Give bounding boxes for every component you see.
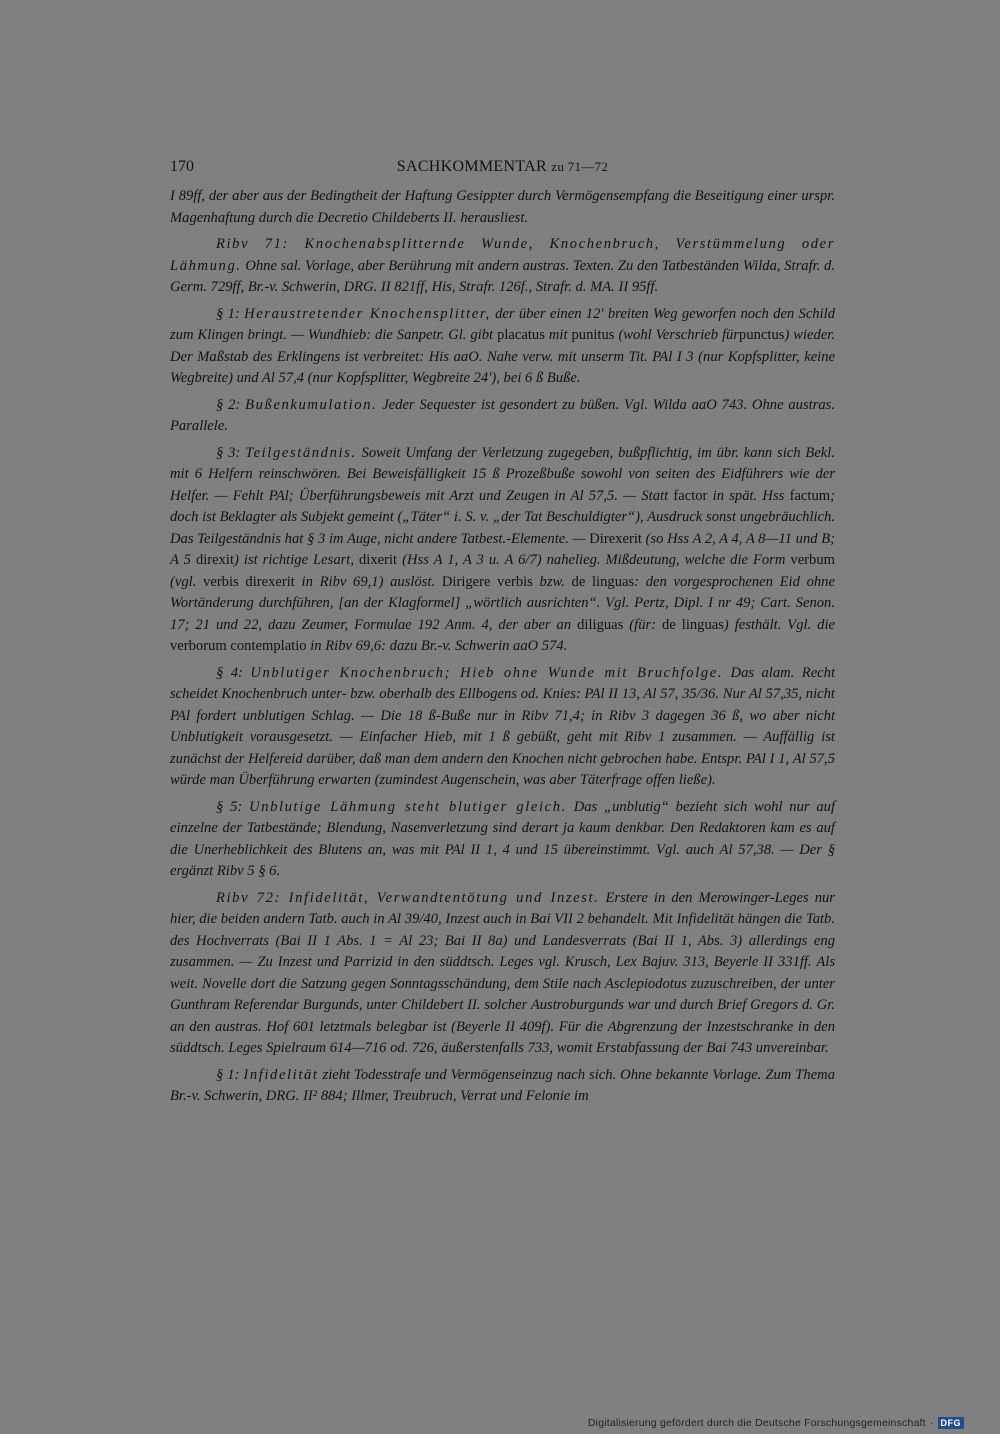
running-title-main: SACHKOMMENTAR <box>396 158 547 175</box>
paragraph-text: Ohne sal. Vorlage, aber Berührung mit andern austras. Texten. Zu den Tatbeständen Wilda, Strafr. d. Germ. 729ff, Br.-v. Schwerin, DRG. II 821ff, His, Strafr. 126f., Strafr. d. MA. II 95ff. <box>170 257 835 295</box>
latin-term: diliguas <box>577 616 624 633</box>
page-number: 170 <box>170 158 194 175</box>
paragraph-text: bzw. <box>539 573 565 590</box>
latin-term: Dirigere verbis <box>441 573 533 590</box>
paragraph-text: Das alam. Recht scheidet Knochenbruch unter- bzw. oberhalb des Ellbogens od. Knies: PAl II 13, Al 57, 35/36. Nur Al 57,35, nicht PAl fordert unblutigen Schlag. — Die 18 ß-Buße nur in Ribv 71,4; in Ribv 3 dagegen 36 ß, wo aber nicht Unblutigkeit vorausgesetzt. — Einfacher Hieb, mit 1 ß gebüßt, geht mit Ribv 1 zusammen. — Auffällig ist zunächst der Helfereid darüber, daß man dem andern den Knochen nicht gebrochen habe. Entspr. PAl I 1, Al 57,5 würde man Überführung erwarten (zumindest Augenschein, was aber Täterfrage offen ließe). <box>170 664 835 788</box>
paragraph-text: (Hss A 1, A 3 u. A 6/7) nahelieg. Mißdeutung, welche die Form <box>402 552 786 568</box>
section-heading: Heraustretender Knochensplitter, <box>244 305 491 322</box>
latin-term: verbum <box>790 552 835 568</box>
latin-term: factum <box>789 487 831 504</box>
paragraph-text: (wohl Verschrieb für <box>618 327 740 343</box>
paragraph-text: Jeder Sequester ist gesondert zu büßen. Vgl. Wilda aaO 743. Ohne austras. Parallele. <box>170 396 836 434</box>
latin-term: Direxerit <box>589 530 642 547</box>
latin-term: punctus <box>739 327 785 343</box>
section-label: § 5: <box>216 798 243 815</box>
paragraph-text: der über einen 12′ breiten Weg geworfen noch den Schild zum Klingen bringt. — Wundhieb: die Sanpetr. Gl. gibt <box>170 305 836 343</box>
paragraph-text: ) ist richtige Lesart, <box>234 552 354 568</box>
page-header <box>170 158 835 180</box>
latin-term: punitus <box>571 327 615 343</box>
paragraph-text: in spät. Hss <box>712 487 785 504</box>
latin-term: factor <box>673 487 708 504</box>
paragraph-text: Erstere in den Merowinger-Leges nur hier, die beiden andern Tatb. auch in Al 39/40, Inzest auch in Bai VII 2 behandelt. Mit Infidelität hängen die Tatb. des Hochverrats (Bai II 1 Abs. 1 = Al 23; Bai II 8a) und Landesverrats (Bai II 1, Abs. 3) allerdings eng zusammen. — Zu Inzest und Parrizid in den süddtsch. Leges vgl. Krusch, Lex Bajuv. 313, Beyerle II 331ff. Als weit. Novelle dort die Satzung gegen Sonntagsschändung, dem Stile nach Asclepiodotus zuzuschreiben, der unter Gunthram Referendar Burgunds, unter Childebert II. solcher Austroburgunds war und durch Brief Gregors d. Gr. an den austras. Hof 601 letztmals belegbar ist (Beyerle II 409f). Für die Abgrenzung der Inzestschranke in den süddtsch. Leges Spielraum 614—716 od. 726, äußerstenfalls 733, womit Erstabfassung der Bai 743 unvereinbar. <box>170 889 835 1056</box>
paragraph-text: (so Hss A 2, A 4, A 8—11 und B; A 5 <box>170 530 835 568</box>
running-title <box>170 158 835 176</box>
running-title-small: zu 71—72 <box>551 159 609 174</box>
section-heading: Bußenkumulation. <box>245 396 378 413</box>
latin-term: verbis direxerit <box>203 573 295 590</box>
section-heading: Ribv 72: Infidelität, Verwandtentötung und Inzest. <box>216 889 600 906</box>
footer-text: Digitalisierung gefördert durch die Deutsche Forschungsgemeinschaft <box>587 1417 926 1429</box>
paragraph-ribv-72 <box>170 888 835 1060</box>
section-label: § 1: <box>216 305 240 322</box>
paragraph-s3 <box>170 443 835 658</box>
section-heading: Unblutiger Knochenbruch; Hieb ohne Wunde mit Bruchfolge. <box>250 664 724 681</box>
latin-term: direxit <box>195 552 235 568</box>
paragraph-s2 <box>170 395 835 438</box>
footer-separator: · <box>929 1417 934 1429</box>
paragraph-text: Das „unblutig“ bezieht sich wohl nur auf einzelne der Tatbestände; Blendung, Nasenverletzung sind derart ja kaum denkbar. Den Redaktoren kam es auf die Unerheblichkeit des Blutens an, was mit PAl II 1, 4 und 15 übereinstimmt. Vgl. auch Al 57,38. — Der § ergänzt Ribv 5 § 6. <box>170 798 836 879</box>
paragraph-text: ) wieder. Der Maßstab des Erklingens ist verbreitet: His aaO. Nahe verw. mit unserm Tit. PAl I 3 (nur Kopfsplitter, keine Wegbreite) und Al 57,4 (nur Kopfsplitter, Wegbreite 24′), bei 6 ß Buße. <box>170 327 836 386</box>
section-heading: Infidelität <box>243 1066 319 1083</box>
latin-term: de linguas <box>571 573 635 590</box>
paragraph-s4 <box>170 663 835 792</box>
paragraph-text: zieht Todesstrafe und Vermögenseinzug nach sich. Ohne bekannte Vorlage. Zum Thema Br.-v. Schwerin, DRG. II² 884; Illmer, Treubruch, Verrat und Felonie im <box>170 1066 835 1104</box>
paragraph-text: (für: <box>629 616 657 633</box>
paragraph-text: mit <box>548 327 568 343</box>
digitization-footer <box>588 1417 964 1429</box>
section-label: § 4: <box>216 664 243 681</box>
paragraph-text: (vgl. <box>170 573 197 590</box>
paragraph-text: in Ribv 69,6: dazu Br.-v. Schwerin aaO 574. <box>310 638 568 654</box>
latin-term: de linguas <box>662 616 724 633</box>
commentary-text <box>170 186 835 1113</box>
dfg-logo: DFG <box>938 1417 965 1429</box>
paragraph-text: in Ribv 69,1) auslöst. <box>301 573 436 590</box>
paragraph-text: Soweit Umfang der Verletzung zugegeben, bußpflichtig, im übr. kann sich Bekl. mit 6 Helfern reinschwören. Bei Beweisfälligkeit 15 ß Prozeßbuße sowohl von seiten des Eidführers wie der Helfer. — Fehlt PAl; Überführungsbeweis mit Arzt und Zeugen in Al 57,5. — Statt <box>170 444 835 504</box>
paragraph-text: : den vorgesprochenen Eid ohne Wortänderung durchführen, [an der Klagformel] „wörtlich ausrichten“. Vgl. Pertz, Dipl. I nr 49; Cart. Senon. 17; 21 und 22, dazu Zeumer, Formulae 192 Anm. 4, der aber an <box>170 573 835 633</box>
paragraph-72-s1 <box>170 1065 835 1108</box>
section-label: § 1: <box>216 1066 240 1083</box>
paragraph-s5 <box>170 797 835 883</box>
section-label: § 2: <box>216 396 241 413</box>
section-heading: Teilgeständnis. <box>245 444 357 461</box>
latin-term: verborum contemplatio <box>170 638 307 654</box>
paragraph-continuation <box>170 186 835 229</box>
paragraph-text: I 89ff, der aber aus der Bedingtheit der Haftung Gesippter durch Vermögensempfang die Beseitigung einer urspr. Magenhaftung durch die Decretio Childeberts II. herausliest. <box>170 188 835 226</box>
paragraph-text: ) festhält. Vgl. die <box>723 616 836 633</box>
section-heading: Unblutige Lähmung steht blutiger gleich. <box>249 798 567 815</box>
paragraph-text: ; doch ist Beklagter als Subjekt gemeint („Täter“ i. S. v. „der Tat Beschuldigter“), Ausdruck sonst ungebräuchlich. Das Teilgeständnis hat § 3 im Auge, nicht andere Tatbest.-Elemente. — <box>170 487 835 547</box>
paragraph-s1 <box>170 304 835 390</box>
section-label: § 3: <box>216 444 241 461</box>
latin-term: dixerit <box>359 552 398 568</box>
section-heading: Ribv 71: Knochenabsplitternde Wunde, Knochenbruch, Verstümmelung oder Lähmung. <box>170 236 835 274</box>
paragraph-ribv-71 <box>170 234 835 299</box>
latin-term: placatus <box>497 327 545 343</box>
